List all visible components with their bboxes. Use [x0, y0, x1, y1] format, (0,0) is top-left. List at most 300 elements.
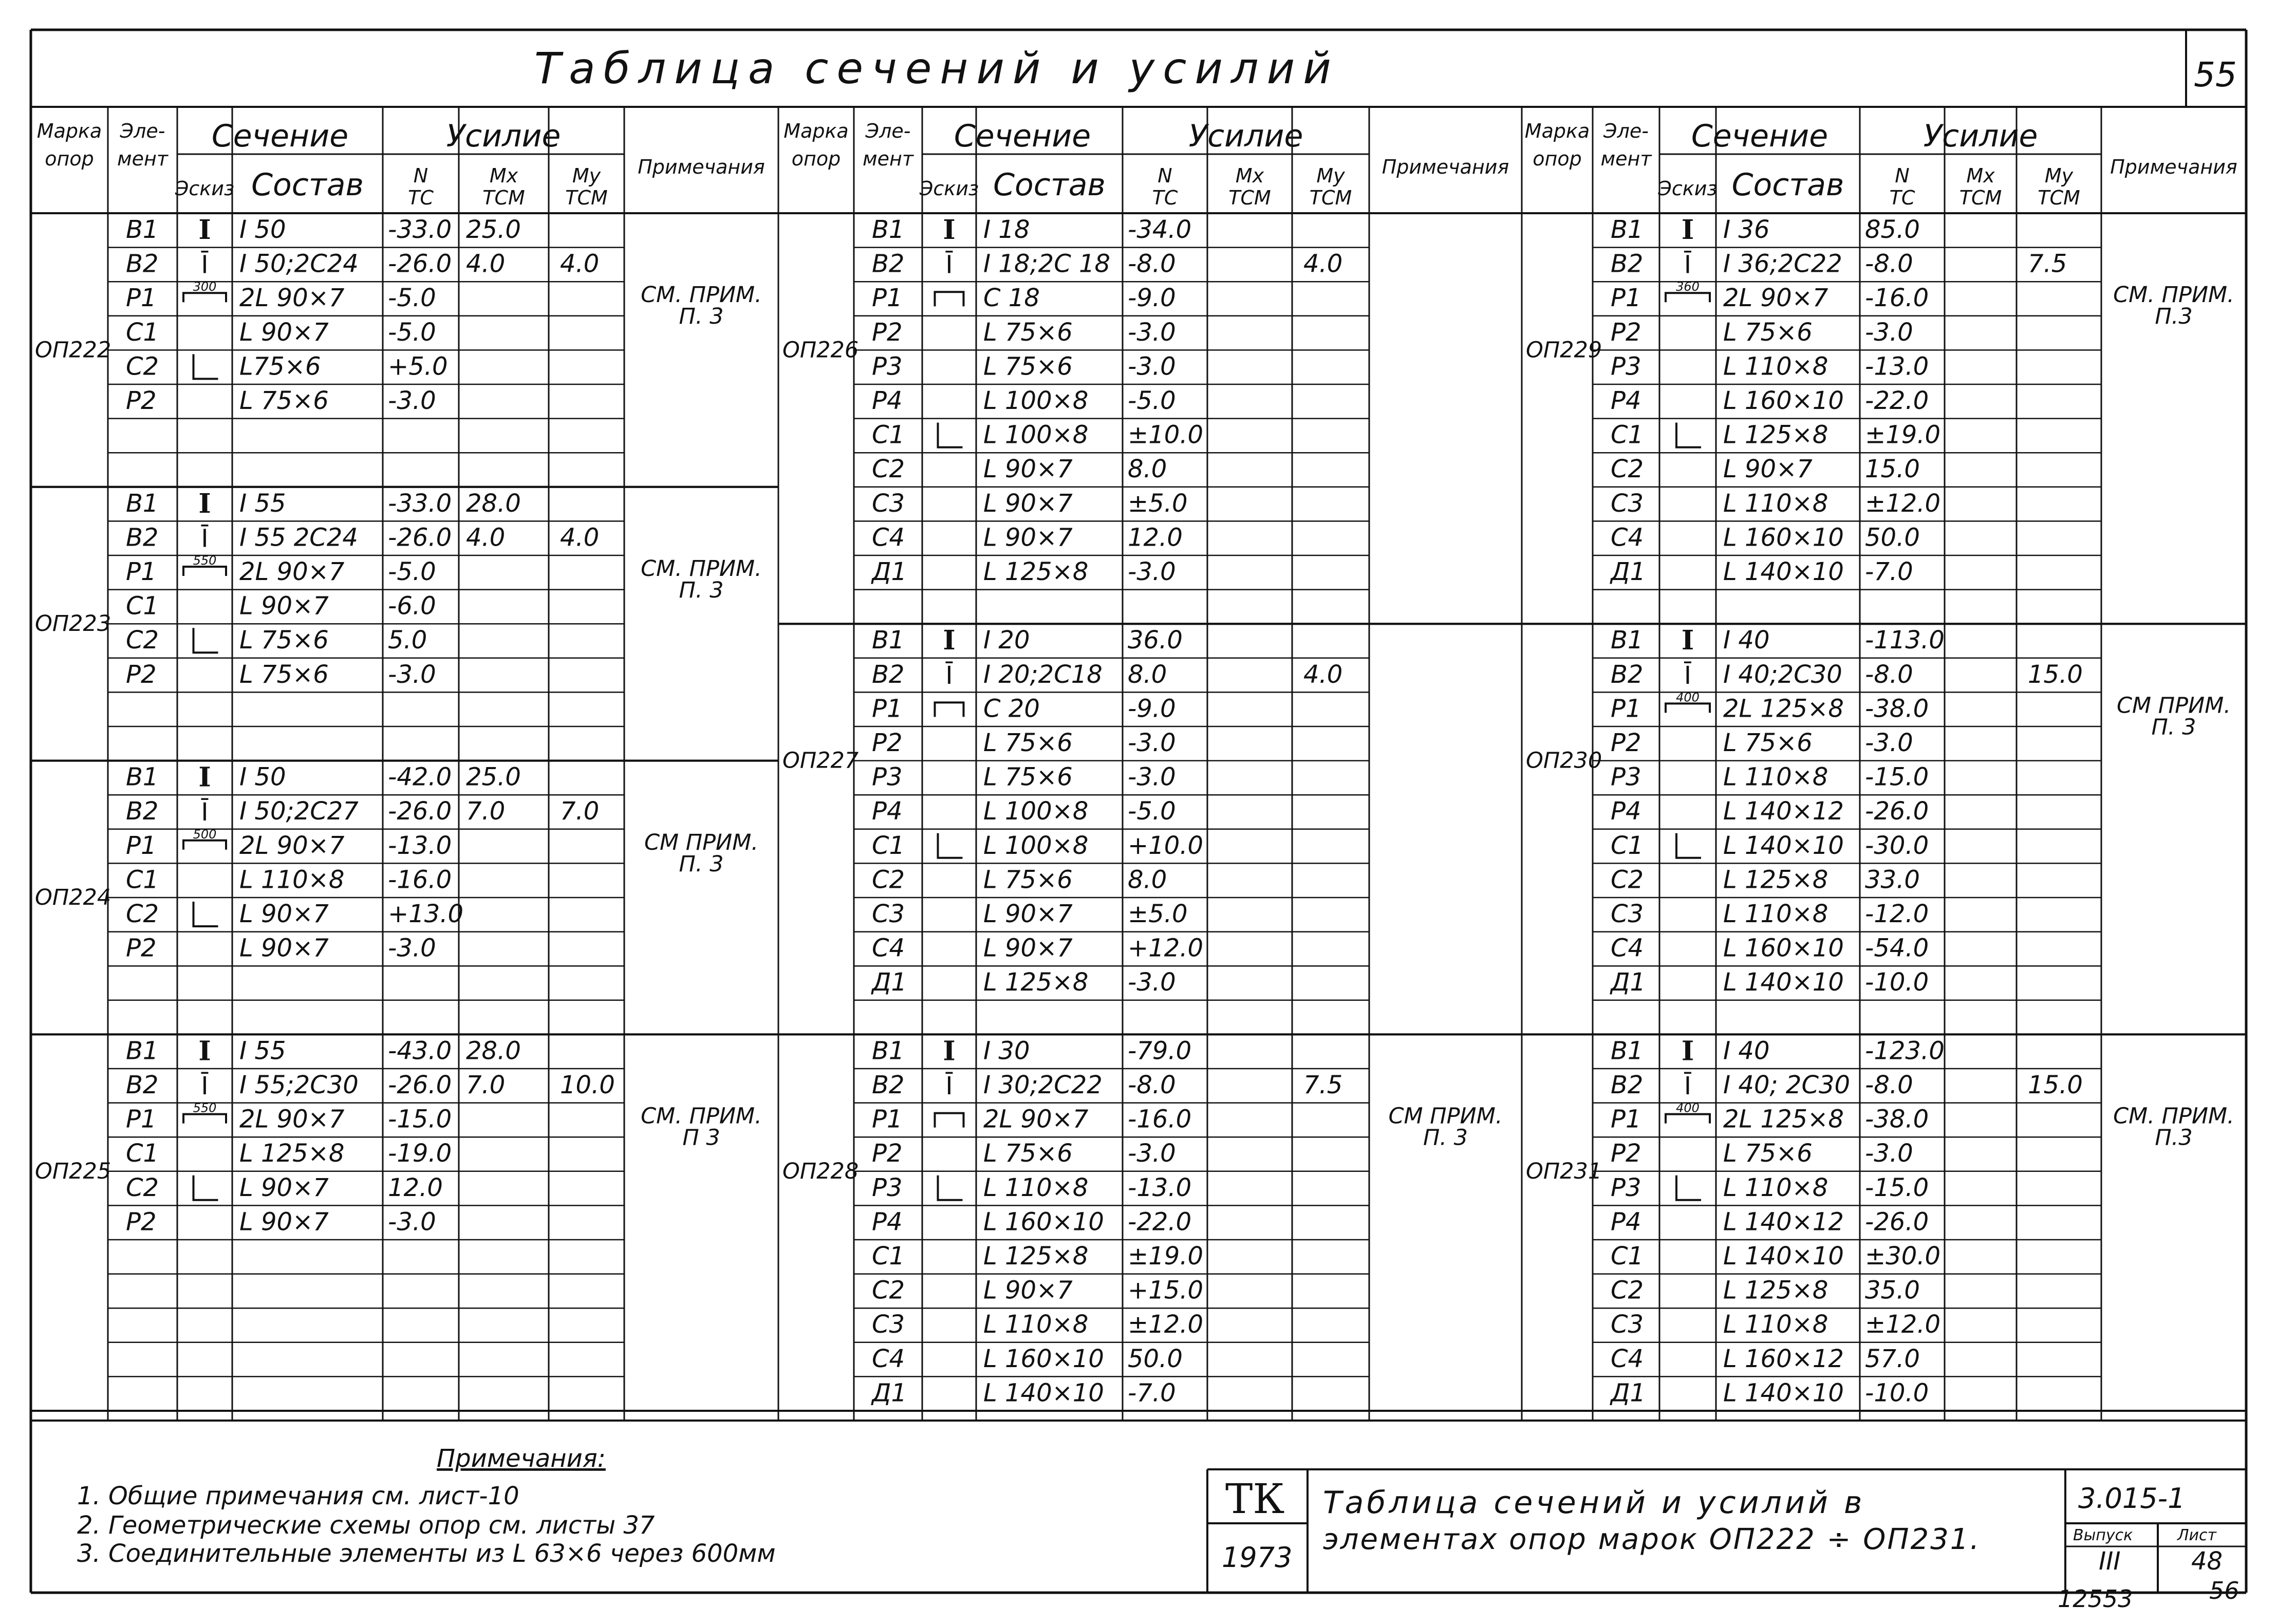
force-mx: 4.0 — [466, 523, 506, 552]
section-composition: L 125×8 — [239, 1139, 345, 1168]
element-code: С3 — [872, 489, 905, 518]
section-composition: L 140×12 — [1723, 797, 1844, 826]
element-code: Р2 — [1611, 1139, 1641, 1168]
angle-icon — [1676, 833, 1701, 858]
force-n: ±12.0 — [1865, 1310, 1941, 1339]
header-mark: Марка — [36, 120, 102, 142]
force-n: -30.0 — [1865, 831, 1929, 860]
mark-ОП226: ОП226 — [782, 337, 859, 363]
section-composition: L 110×8 — [1723, 352, 1828, 381]
element-code: С4 — [872, 1344, 905, 1373]
element-code: С2 — [1611, 865, 1644, 894]
stamp-issue-label: Выпуск — [2073, 1526, 2133, 1544]
i-beam-channel-icon: Ī — [1684, 1072, 1692, 1100]
section-composition: L 75×6 — [1723, 1139, 1813, 1168]
i-beam-icon: I — [198, 761, 211, 793]
element-code: С2 — [126, 352, 159, 381]
element-code: С1 — [872, 831, 905, 860]
header-mx: Mx — [1966, 164, 1995, 187]
section-composition: L 90×7 — [239, 591, 329, 621]
element-code: С2 — [872, 865, 905, 894]
element-code: Д1 — [1611, 1378, 1646, 1408]
force-n: -3.0 — [388, 660, 436, 689]
i-beam-icon: I — [943, 1035, 956, 1067]
i-beam-icon: I — [943, 214, 956, 246]
section-composition: L 160×12 — [1723, 1344, 1844, 1373]
section-composition: L 160×10 — [1723, 386, 1844, 415]
element-code: В1 — [126, 762, 159, 792]
force-n: 35.0 — [1865, 1276, 1920, 1305]
section-composition: L 75×6 — [239, 626, 329, 655]
table-headers — [37, 118, 2237, 209]
stamp-title-line-1: Таблица сечений и усилий в — [1323, 1485, 1865, 1521]
header-mark: Марка — [783, 120, 849, 142]
section-composition: 2L 90×7 — [239, 1105, 345, 1134]
force-n: -13.0 — [1865, 352, 1929, 381]
force-n: +5.0 — [388, 352, 448, 381]
element-code: В2 — [126, 797, 159, 826]
header-element: мент — [117, 147, 169, 170]
stamp-year: 1973 — [1222, 1541, 1293, 1574]
double-angle-icon — [183, 567, 226, 576]
force-n: -8.0 — [1128, 249, 1176, 278]
element-code: Р3 — [1611, 1173, 1641, 1202]
section-composition: 2L 125×8 — [1723, 1105, 1844, 1134]
force-n: -3.0 — [1128, 1139, 1176, 1168]
force-n: 5.0 — [388, 626, 427, 655]
mark-ОП231: ОП231 — [1526, 1158, 1602, 1184]
header-my: ТСМ — [565, 186, 608, 209]
section-composition: L 100×8 — [983, 386, 1089, 415]
section-composition: L 75×6 — [983, 352, 1073, 381]
section-composition: L 90×7 — [239, 1173, 329, 1202]
force-n: -26.0 — [388, 1071, 452, 1099]
mark-ОП229: ОП229 — [1526, 337, 1602, 363]
force-n: ±12.0 — [1128, 1310, 1204, 1339]
element-code: Р2 — [1611, 729, 1641, 757]
i-beam-icon: I — [1681, 625, 1694, 657]
force-n: -7.0 — [1128, 1378, 1176, 1408]
header-notes: Примечания — [2110, 156, 2237, 178]
element-code: Р3 — [1611, 762, 1641, 792]
force-n: +13.0 — [388, 900, 464, 928]
element-code: Д1 — [872, 557, 907, 586]
section-composition: L 110×8 — [1723, 762, 1828, 792]
force-n: -22.0 — [1128, 1207, 1192, 1237]
section-composition: L 90×7 — [1723, 455, 1813, 484]
section-composition: L 75×6 — [1723, 318, 1813, 347]
force-n: +12.0 — [1128, 934, 1204, 963]
header-section: Сечение — [211, 118, 349, 154]
header-mx: ТСМ — [482, 186, 525, 209]
section-composition: L 90×7 — [983, 523, 1073, 552]
element-code: В1 — [1611, 626, 1644, 655]
force-n: -38.0 — [1865, 694, 1929, 723]
element-code: Р1 — [872, 694, 903, 723]
force-n: ±5.0 — [1128, 489, 1188, 518]
header-composition: Состав — [251, 167, 364, 203]
force-n: -9.0 — [1128, 284, 1176, 313]
section-composition: L 140×10 — [1723, 831, 1844, 860]
header-my: My — [572, 164, 601, 187]
section-composition: L 140×12 — [1723, 1207, 1844, 1237]
header-mx: ТСМ — [1228, 186, 1271, 209]
element-code: В1 — [872, 215, 905, 244]
force-n: -79.0 — [1128, 1036, 1192, 1066]
force-n: ±19.0 — [1865, 420, 1941, 450]
mark-ОП228: ОП228 — [782, 1158, 859, 1184]
element-code: В1 — [872, 626, 905, 655]
section-composition: L 140×10 — [1723, 557, 1844, 586]
section-composition: L 90×7 — [983, 900, 1073, 928]
force-n: ±19.0 — [1128, 1242, 1204, 1271]
block-note: П. 3 — [679, 577, 724, 603]
element-code: В1 — [126, 215, 159, 244]
section-composition: С 18 — [983, 284, 1040, 313]
force-n: -8.0 — [1865, 1071, 1913, 1099]
force-n: -15.0 — [1865, 1173, 1929, 1202]
force-n: -5.0 — [388, 318, 436, 347]
section-composition: L 125×8 — [983, 557, 1089, 586]
section-composition: L 160×10 — [983, 1207, 1104, 1237]
element-code: Р3 — [1611, 352, 1641, 381]
element-code: Р3 — [872, 762, 903, 792]
element-code: Р1 — [126, 1105, 157, 1134]
force-n: -3.0 — [1128, 968, 1176, 997]
i-beam-channel-icon: Ī — [945, 661, 953, 690]
element-code: Р1 — [872, 284, 903, 313]
section-composition: L 125×8 — [1723, 420, 1828, 450]
block-note: П. 3 — [2151, 714, 2196, 740]
element-code: В1 — [872, 1036, 905, 1066]
force-n: 36.0 — [1128, 626, 1183, 655]
force-n: -3.0 — [388, 386, 436, 415]
force-n: -16.0 — [1865, 284, 1929, 313]
header-composition: Состав — [1731, 167, 1844, 203]
dimension-label: 550 — [193, 1100, 217, 1115]
header-section: Сечение — [1691, 118, 1828, 154]
section-composition: L 75×6 — [983, 318, 1073, 347]
section-composition: L 110×8 — [1723, 489, 1828, 518]
dimension-label: 400 — [1676, 690, 1700, 705]
i-beam-channel-icon: Ī — [201, 250, 209, 279]
i-beam-channel-icon: Ī — [201, 1072, 209, 1100]
section-composition: 2L 90×7 — [983, 1105, 1089, 1134]
angle-icon — [194, 902, 218, 926]
force-my: 7.0 — [560, 797, 600, 826]
header-force: Усилие — [1923, 118, 2038, 154]
element-code: С1 — [1611, 831, 1644, 860]
section-composition: L 75×6 — [983, 1139, 1073, 1168]
header-mx: Mx — [1235, 164, 1264, 187]
header-sketch: Эскиз — [175, 177, 235, 200]
double-angle-icon — [1666, 293, 1710, 302]
element-code: С3 — [1611, 489, 1644, 518]
force-n: -26.0 — [388, 523, 452, 552]
section-composition: I 36;2С22 — [1723, 249, 1842, 278]
element-code: Р4 — [872, 797, 903, 826]
section-composition: L 90×7 — [239, 900, 329, 928]
element-code: С1 — [1611, 1242, 1644, 1271]
element-code: С1 — [872, 1242, 905, 1271]
section-composition: L 100×8 — [983, 420, 1089, 450]
force-n: -26.0 — [388, 249, 452, 278]
force-n: -33.0 — [388, 215, 452, 244]
angle-icon — [938, 833, 963, 858]
force-mx: 25.0 — [466, 762, 521, 792]
section-composition: I 50;2С27 — [239, 797, 359, 826]
i-beam-channel-icon: Ī — [945, 250, 953, 279]
double-angle-icon — [183, 841, 226, 850]
element-code: В2 — [126, 1071, 159, 1099]
force-n: -3.0 — [388, 934, 436, 963]
force-n: -26.0 — [1865, 797, 1929, 826]
archive-number: 12553 — [2058, 1585, 2133, 1613]
force-n: -6.0 — [388, 591, 436, 621]
header-force: Усилие — [1188, 118, 1303, 154]
note-3: 3. Соединительные элементы из L 63×6 через 600мм — [77, 1539, 776, 1568]
header-section: Сечение — [954, 118, 1091, 154]
force-n: -5.0 — [388, 284, 436, 313]
section-composition: L 140×10 — [1723, 968, 1844, 997]
force-n: -3.0 — [388, 1207, 436, 1237]
force-my: 4.0 — [1303, 660, 1343, 689]
double-angle-icon — [183, 1114, 226, 1124]
section-composition: L 75×6 — [239, 660, 329, 689]
element-code: Р1 — [1611, 284, 1641, 313]
section-composition: 2L 90×7 — [239, 831, 345, 860]
i-beam-icon: I — [198, 1035, 211, 1067]
element-code: Р4 — [1611, 797, 1641, 826]
angle-icon — [938, 1175, 963, 1200]
header-my: My — [1316, 164, 1345, 187]
force-n: ±10.0 — [1128, 420, 1204, 450]
header-element: Эле- — [120, 120, 165, 142]
element-code: В1 — [126, 1036, 159, 1066]
section-composition: I 40; 2С30 — [1723, 1071, 1851, 1099]
section-composition: L 110×8 — [1723, 1310, 1828, 1339]
force-mx: 7.0 — [466, 1071, 506, 1099]
force-n: -54.0 — [1865, 934, 1929, 963]
section-composition: L 110×8 — [1723, 900, 1828, 928]
section-composition: L 125×8 — [983, 1242, 1089, 1271]
header-mx: ТСМ — [1959, 186, 2002, 209]
force-n: -8.0 — [1865, 249, 1913, 278]
element-code: С3 — [1611, 900, 1644, 928]
element-code: В2 — [1611, 1071, 1644, 1099]
force-n: -19.0 — [388, 1139, 452, 1168]
section-composition: L 140×10 — [983, 1378, 1104, 1408]
section-composition: I 30 — [983, 1036, 1030, 1066]
force-my: 15.0 — [2028, 660, 2083, 689]
block-note: СМ. ПРИМ. — [641, 1103, 762, 1129]
section-composition: L 90×7 — [983, 1276, 1073, 1305]
element-code: Р4 — [1611, 1207, 1641, 1237]
section-composition: С 20 — [983, 694, 1040, 723]
channel-icon — [935, 1113, 964, 1128]
element-code: С2 — [872, 1276, 905, 1305]
force-n: -15.0 — [388, 1105, 452, 1134]
force-n: -3.0 — [1128, 352, 1176, 381]
element-code: Р2 — [126, 386, 157, 415]
force-n: +10.0 — [1128, 831, 1204, 860]
force-n: 8.0 — [1128, 455, 1167, 484]
note-2: 2. Геометрические схемы опор см. листы 37 — [77, 1511, 655, 1540]
section-composition: L 75×6 — [983, 865, 1073, 894]
force-n: -8.0 — [1128, 1071, 1176, 1099]
element-code: С2 — [872, 455, 905, 484]
force-n: -10.0 — [1865, 1378, 1929, 1408]
element-code: С1 — [126, 865, 159, 894]
section-composition: L 110×8 — [983, 1173, 1089, 1202]
force-n: -3.0 — [1865, 729, 1913, 757]
page-title: Таблица сечений и усилий — [534, 43, 1339, 94]
header-notes: Примечания — [638, 156, 765, 178]
element-code: С1 — [126, 318, 159, 347]
force-n: -3.0 — [1128, 557, 1176, 586]
section-composition: L 160×10 — [1723, 523, 1844, 552]
stamp-issue: III — [2099, 1547, 2121, 1576]
element-code: Р4 — [872, 1207, 903, 1237]
force-mx: 7.0 — [466, 797, 506, 826]
block-note: СМ. ПРИМ. — [2113, 1103, 2234, 1129]
dimension-label: 550 — [193, 553, 217, 568]
force-my: 4.0 — [560, 249, 600, 278]
section-composition: L 75×6 — [983, 762, 1073, 792]
notes-title: Примечания: — [437, 1444, 606, 1473]
force-n: 15.0 — [1865, 455, 1920, 484]
force-n: 33.0 — [1865, 865, 1920, 894]
double-angle-icon — [1666, 1114, 1710, 1124]
element-code: Р2 — [126, 934, 157, 963]
section-composition: L 75×6 — [1723, 729, 1813, 757]
mark-ОП223: ОП223 — [35, 611, 111, 637]
angle-icon — [194, 628, 218, 652]
element-code: В2 — [1611, 249, 1644, 278]
section-composition: I 50 — [239, 215, 286, 244]
header-my: ТСМ — [1309, 186, 1352, 209]
block-note: П 3 — [682, 1125, 720, 1151]
force-n: 85.0 — [1865, 215, 1920, 244]
i-beam-channel-icon: Ī — [945, 1072, 953, 1100]
mark-ОП224: ОП224 — [35, 885, 111, 910]
force-n: 57.0 — [1865, 1344, 1920, 1373]
dimension-label: 500 — [193, 827, 217, 842]
element-code: Р2 — [1611, 318, 1641, 347]
section-composition: L 100×8 — [983, 831, 1089, 860]
force-mx: 4.0 — [466, 249, 506, 278]
element-code: С2 — [126, 900, 159, 928]
section-composition: 2L 125×8 — [1723, 694, 1844, 723]
header-my: ТСМ — [2038, 186, 2080, 209]
force-mx: 28.0 — [466, 489, 521, 518]
i-beam-icon: I — [1681, 214, 1694, 246]
section-composition: I 18 — [983, 215, 1030, 244]
element-code: С4 — [1611, 523, 1644, 552]
force-n: 50.0 — [1128, 1344, 1183, 1373]
page-number: 55 — [2194, 55, 2237, 95]
section-composition: L 75×6 — [239, 386, 329, 415]
force-n: -10.0 — [1865, 968, 1929, 997]
angle-icon — [938, 423, 963, 447]
header-n: N — [1895, 164, 1910, 187]
element-code: С1 — [126, 591, 159, 621]
section-composition: L 140×10 — [1723, 1242, 1844, 1271]
section-composition: L 90×7 — [983, 934, 1073, 963]
i-beam-channel-icon: Ī — [1684, 250, 1692, 279]
force-n: -5.0 — [1128, 797, 1176, 826]
force-n: -13.0 — [1128, 1173, 1192, 1202]
force-n: -16.0 — [1128, 1105, 1192, 1134]
angle-icon — [194, 354, 218, 379]
stamp-org: ТК — [1225, 1475, 1285, 1523]
element-code: В2 — [872, 1071, 905, 1099]
section-composition: I 55;2С30 — [239, 1071, 359, 1099]
dimension-label: 400 — [1676, 1100, 1700, 1115]
double-angle-icon — [1666, 703, 1710, 713]
force-my: 7.5 — [1303, 1071, 1343, 1099]
force-n: -5.0 — [388, 557, 436, 586]
force-n: -38.0 — [1865, 1105, 1929, 1134]
element-code: В2 — [1611, 660, 1644, 689]
section-composition: I 55 2С24 — [239, 523, 358, 552]
header-notes: Примечания — [1382, 156, 1509, 178]
force-n: -3.0 — [1865, 318, 1913, 347]
angle-icon — [1676, 423, 1701, 447]
section-composition: 2L 90×7 — [1723, 284, 1828, 313]
element-code: С3 — [872, 1310, 905, 1339]
element-code: С2 — [126, 626, 159, 655]
force-mx: 28.0 — [466, 1036, 521, 1066]
header-element: мент — [1600, 147, 1652, 170]
header-sketch: Эскиз — [1658, 177, 1718, 200]
element-code: С4 — [872, 523, 905, 552]
section-composition: L 110×8 — [983, 1310, 1089, 1339]
section-composition: I 36 — [1723, 215, 1770, 244]
section-composition: I 20 — [983, 626, 1030, 655]
stamp-title-line-2: элементах опор марок ОП222 ÷ ОП231. — [1323, 1523, 1981, 1556]
force-n: ±12.0 — [1865, 489, 1941, 518]
element-code: В2 — [872, 249, 905, 278]
element-code: Р3 — [872, 352, 903, 381]
force-n: +15.0 — [1128, 1276, 1204, 1305]
section-composition: L 140×10 — [1723, 1378, 1844, 1408]
element-code: Р1 — [126, 284, 157, 313]
force-n: -7.0 — [1865, 557, 1913, 586]
force-n: -16.0 — [388, 865, 452, 894]
force-n: -26.0 — [1865, 1207, 1929, 1237]
force-n: -26.0 — [388, 797, 452, 826]
element-code: Р1 — [126, 557, 157, 586]
mark-ОП225: ОП225 — [35, 1158, 111, 1184]
section-composition: I 40 — [1723, 626, 1770, 655]
block-note: П. 3 — [679, 851, 724, 877]
block-note: П. 3 — [1423, 1125, 1468, 1151]
element-code: Р1 — [1611, 694, 1641, 723]
element-code: С3 — [872, 900, 905, 928]
force-n: ±30.0 — [1865, 1242, 1941, 1271]
element-code: С3 — [1611, 1310, 1644, 1339]
section-composition: L 90×7 — [239, 1207, 329, 1237]
force-n: -34.0 — [1128, 215, 1192, 244]
mark-ОП222: ОП222 — [35, 337, 111, 363]
section-composition: I 55 — [239, 489, 286, 518]
block-note: СМ. ПРИМ. — [641, 555, 762, 582]
section-composition: L 160×10 — [983, 1344, 1104, 1373]
element-code: Р2 — [872, 1139, 903, 1168]
section-composition: L 90×7 — [983, 455, 1073, 484]
section-composition: I 18;2С 18 — [983, 249, 1111, 278]
